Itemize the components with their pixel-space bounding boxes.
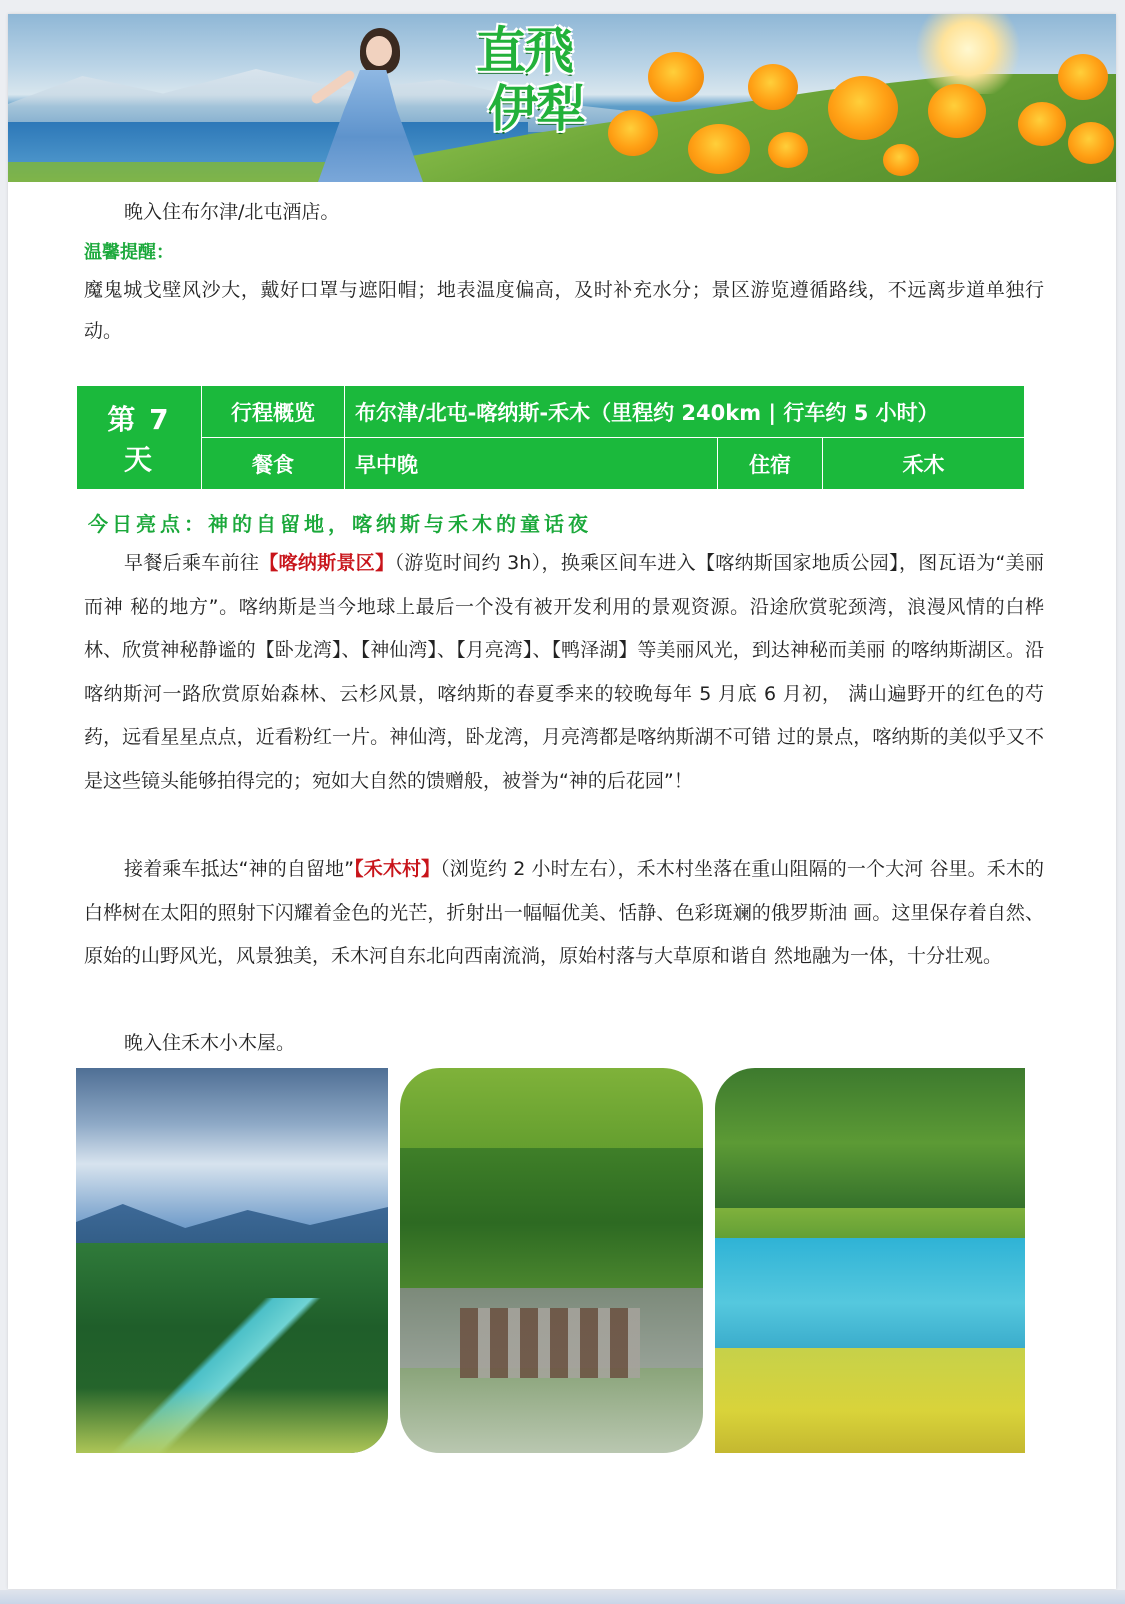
hemu-description <box>84 848 1044 979</box>
banner-person-illustration <box>308 22 423 182</box>
overview-value: 布尔津/北屯-喀纳斯-禾木（里程约 240km | 行车约 5 小时） <box>345 386 1025 438</box>
kanas-scenic-area-highlight: 【喀纳斯景区】 <box>259 552 395 574</box>
day-schedule-table <box>76 385 1025 490</box>
flower-icon <box>688 124 750 174</box>
flower-icon <box>828 76 898 140</box>
flower-icon <box>768 132 808 168</box>
hemu-desc-intro: 接着乘车抵达“神的自留地” <box>124 858 354 880</box>
flower-icon <box>1058 54 1108 100</box>
header-banner <box>8 14 1116 182</box>
kanas-desc-intro: 早餐后乘车前往 <box>124 552 260 574</box>
village-houses <box>460 1308 640 1378</box>
itinerary-page <box>8 14 1116 1589</box>
flower-icon <box>1068 122 1114 164</box>
zhifei-yili-logo: 直飛 伊犁 <box>476 21 584 138</box>
kanas-desc-body: （游览时间约 3h），换乘区间车进入【喀纳斯国家地质公园】，图瓦语为“美丽而神 秘的地方”。喀纳斯是当今地球上最后一个没有被开发利用的景观资源。沿途欣赏驼颈湾，浪漫风情的白桦林、欣赏神秘静谧的【卧龙湾】、【神仙湾】、【月亮湾】、【鸭泽湖】等美丽风光，到达神秘而美丽 的喀纳斯湖区。沿喀纳斯河一路欣赏原始森林、云杉风景，喀纳斯的春夏季来的较晚每年 5 月底 6 月初， 满山遍野开的红色的芍药，远看星星点点，近看粉红一片。神仙湾，卧龙湾，月亮湾都是喀纳斯湖不可错 过的景点，喀纳斯的美似乎又不是这些镜头能够拍得完的；宛如大自然的馈赠般，被誉为“神的后花园”！ <box>84 552 1044 792</box>
today-highlight-title: 今日亮点：神的自留地，喀纳斯与禾木的童话夜 <box>88 512 592 536</box>
flower-icon <box>748 64 798 110</box>
flower-icon <box>883 144 919 176</box>
prev-day-stay-line: 晚入住布尔津/北屯酒店。 <box>124 201 340 223</box>
tip-title-text: 温馨提醒： <box>84 242 174 263</box>
kanas-description <box>84 542 1044 803</box>
tip-text: 魔鬼城戈壁风沙大，戴好口罩与遮阳帽；地表温度偏高，及时补充水分；景区游览遵循路线，不远离步道单独行动。 <box>84 279 1044 342</box>
hemu-village-photo <box>400 1068 703 1453</box>
banner-sun <box>908 14 1028 94</box>
meals-label: 餐食 <box>202 438 345 490</box>
flower-icon <box>928 84 986 138</box>
meals-value: 早中晚 <box>345 438 718 490</box>
stay-line: 晚入住禾木小木屋。 <box>124 1032 296 1054</box>
flower-icon <box>608 110 658 156</box>
overview-label: 行程概览 <box>202 386 345 438</box>
stay-label: 住宿 <box>718 438 823 490</box>
flower-icon <box>648 52 704 102</box>
tip-title <box>84 239 1044 266</box>
page-bottom-edge <box>0 1590 1125 1604</box>
kanas-lake-photo <box>715 1068 1025 1453</box>
hemu-desc-body: （浏览约 2 小时左右），禾木村坐落在重山阻隔的一个大河 谷里。禾木的白桦树在太阳的照射下闪耀着金色的光芒，折射出一幅幅优美、恬静、色彩斑斓的俄罗斯油 画。这里保存着自然、原始的山野风光，风景独美，禾木河自东北向西南流淌，原始村落与大草原和谐自 然地融为一体，十分壮观。 <box>84 858 1044 967</box>
hemu-village-highlight: 【禾木村】 <box>354 858 441 880</box>
stay-value: 禾木 <box>823 438 1025 490</box>
day-number: 第 7 天 <box>77 386 202 490</box>
flower-icon <box>1018 102 1066 146</box>
kanas-river-photo <box>76 1068 388 1453</box>
